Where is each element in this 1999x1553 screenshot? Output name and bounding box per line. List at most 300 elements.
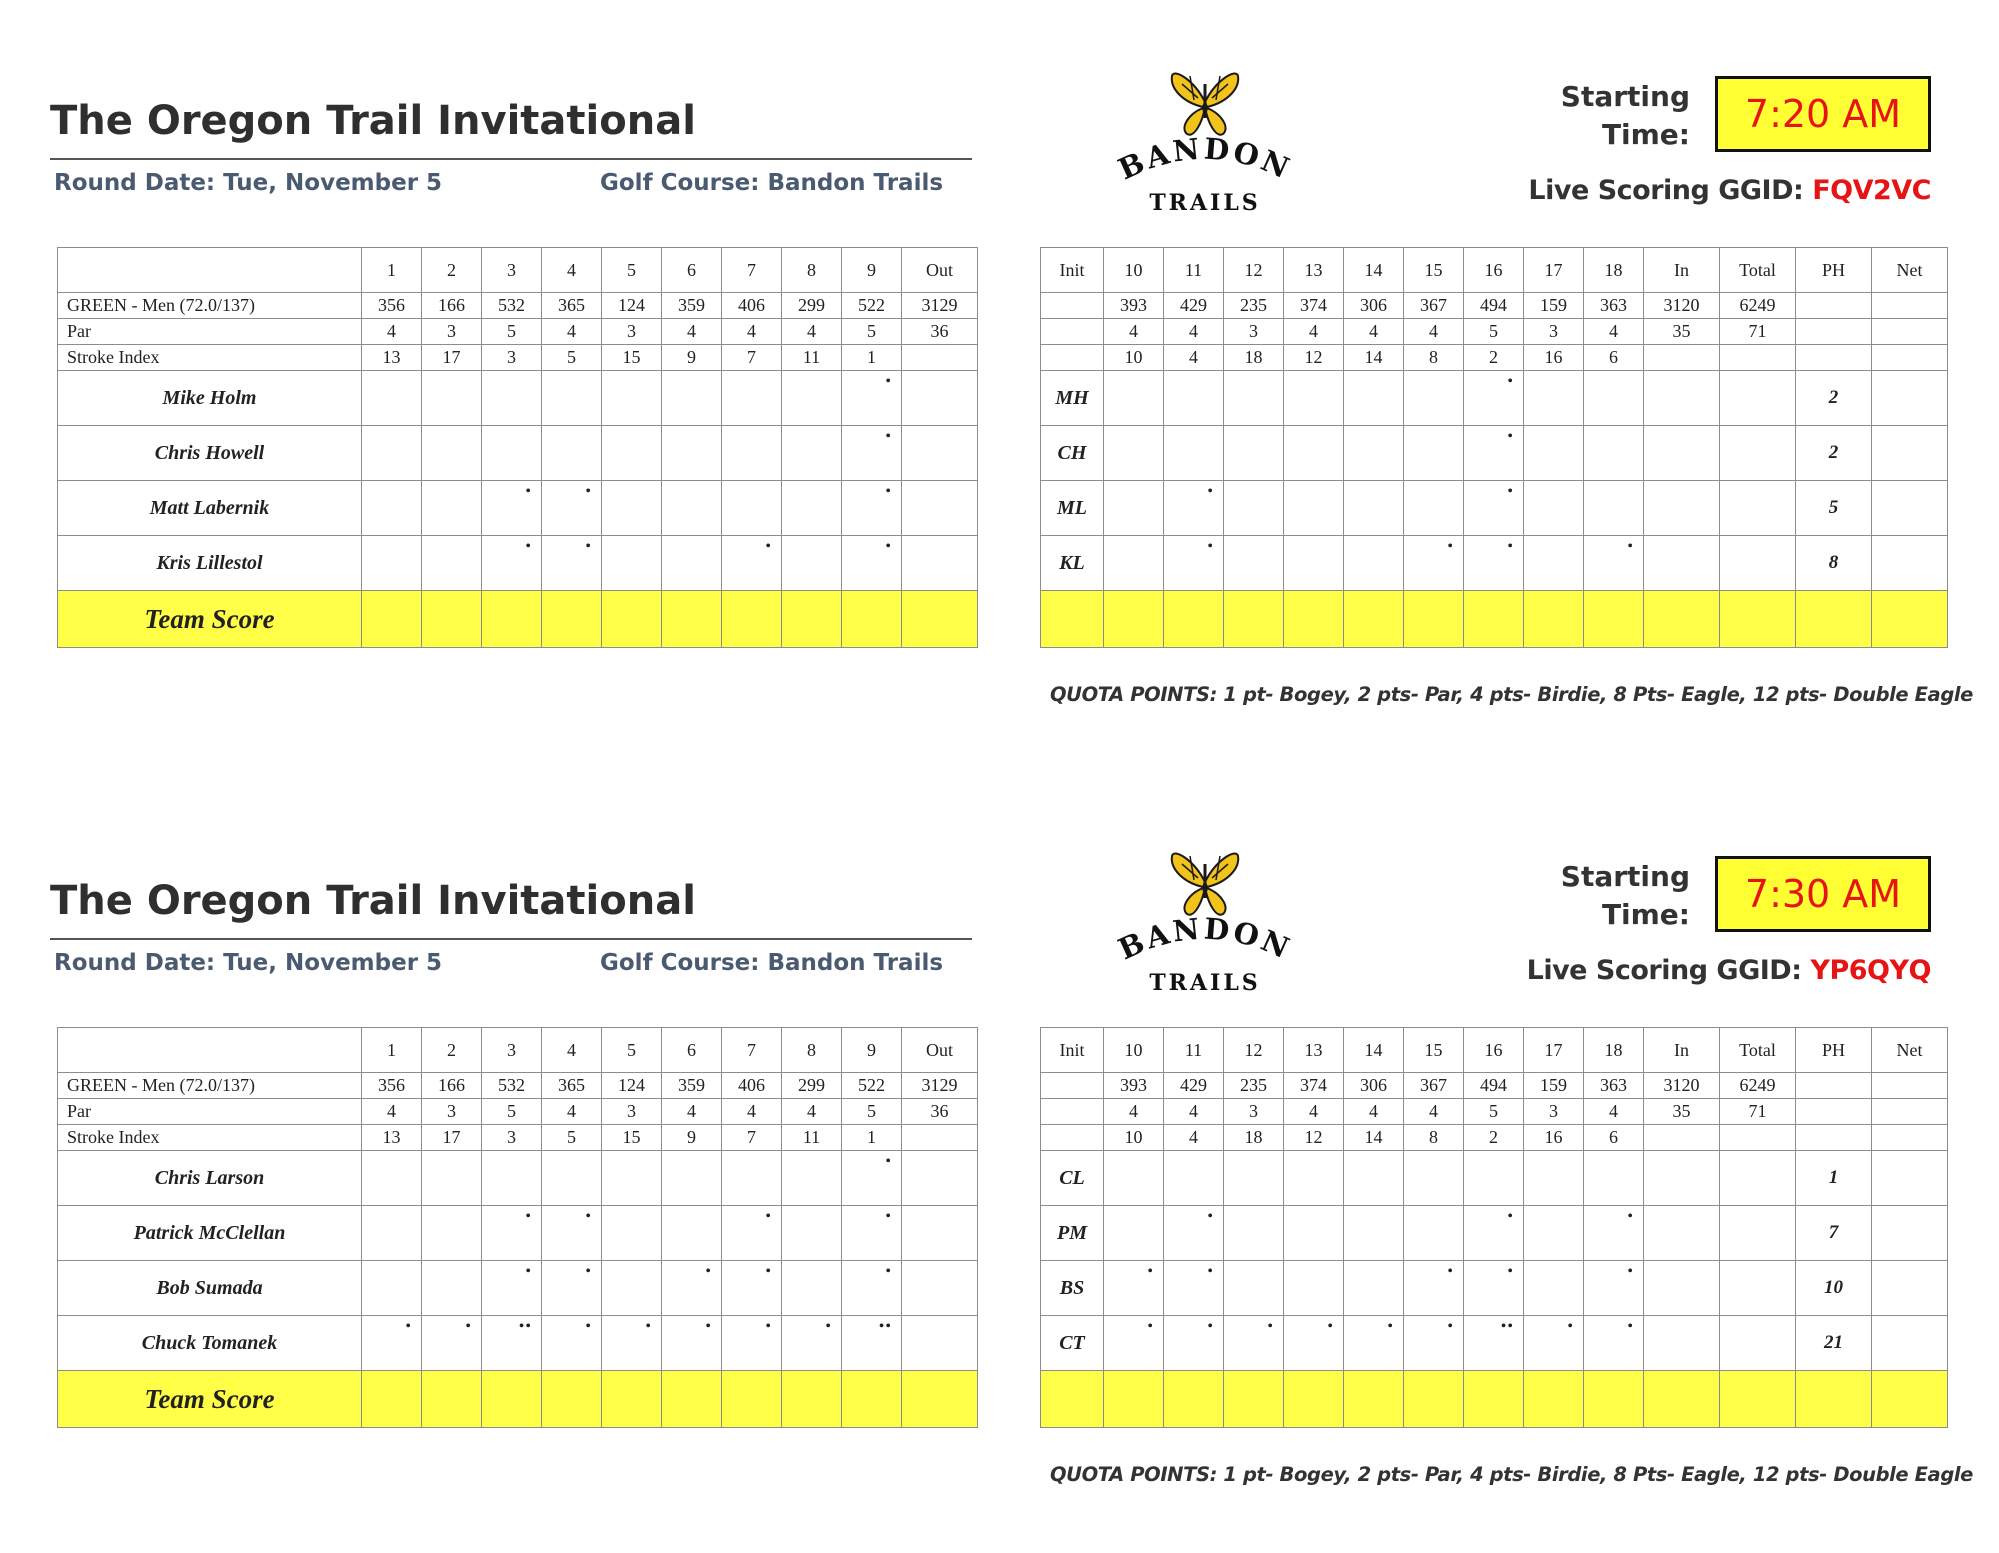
score-cell[interactable] [782, 371, 842, 426]
score-cell[interactable] [362, 371, 422, 426]
net-score-cell[interactable] [1872, 1316, 1948, 1371]
score-cell[interactable] [1644, 1151, 1720, 1206]
score-cell[interactable] [362, 1261, 422, 1316]
team-score-cell[interactable] [1041, 591, 1104, 648]
score-cell[interactable] [1224, 1151, 1284, 1206]
stroke-dot: • [885, 373, 892, 390]
stroke-index-cell: 9 [662, 345, 722, 371]
team-score-cell[interactable] [542, 1371, 602, 1428]
scorecard [0, 0, 1999, 773]
score-cell[interactable] [1584, 1316, 1644, 1371]
stroke-dot: • [525, 483, 532, 500]
team-score-cell[interactable] [1404, 591, 1464, 648]
team-score-cell[interactable] [602, 591, 662, 648]
team-score-cell[interactable] [1464, 591, 1524, 648]
score-cell[interactable] [602, 1316, 662, 1371]
score-cell[interactable] [1164, 1316, 1224, 1371]
score-cell[interactable] [542, 426, 602, 481]
team-score-cell[interactable] [1796, 1371, 1872, 1428]
team-score-cell[interactable] [1404, 1371, 1464, 1428]
stroke-dot: • [1627, 1263, 1634, 1280]
score-cell[interactable] [722, 371, 782, 426]
stroke-dot: • [765, 1318, 772, 1335]
hole-number: 16 [1464, 248, 1524, 293]
score-cell[interactable] [662, 426, 722, 481]
score-cell[interactable] [422, 481, 482, 536]
team-score-cell[interactable] [842, 1371, 902, 1428]
score-cell[interactable] [902, 1206, 978, 1261]
score-cell[interactable] [842, 1206, 902, 1261]
stroke-index-cell: 10 [1104, 1125, 1164, 1151]
score-cell[interactable] [602, 371, 662, 426]
par-cell: 4 [782, 319, 842, 345]
score-cell[interactable] [1404, 536, 1464, 591]
score-cell[interactable] [1524, 1261, 1584, 1316]
net-score-cell[interactable] [1872, 1151, 1948, 1206]
front-nine-table [57, 247, 978, 648]
par-cell: 4 [1584, 1099, 1644, 1125]
score-cell[interactable] [662, 1151, 722, 1206]
team-score-cell[interactable] [1344, 591, 1404, 648]
team-score-cell[interactable] [1872, 591, 1948, 648]
score-cell[interactable] [1464, 481, 1524, 536]
team-score-cell[interactable] [1524, 1371, 1584, 1428]
team-score-cell[interactable] [722, 1371, 782, 1428]
score-cell[interactable] [1584, 371, 1644, 426]
score-cell[interactable] [1224, 481, 1284, 536]
score-cell[interactable] [722, 481, 782, 536]
team-score-cell[interactable] [1164, 1371, 1224, 1428]
team-score-cell[interactable] [362, 591, 422, 648]
blank-cell [1041, 345, 1104, 371]
score-cell[interactable] [1720, 426, 1796, 481]
score-cell[interactable] [1344, 426, 1404, 481]
stroke-index-row [1041, 345, 1948, 371]
stroke-index-cell: 13 [362, 1125, 422, 1151]
score-cell[interactable] [362, 536, 422, 591]
team-score-cell[interactable] [422, 591, 482, 648]
score-cell[interactable] [1284, 481, 1344, 536]
hole-number: 13 [1284, 1028, 1344, 1073]
net-score-cell[interactable] [1872, 1261, 1948, 1316]
score-cell[interactable] [1104, 1261, 1164, 1316]
yardage-cell: 299 [782, 1073, 842, 1099]
yardage-cell: 235 [1224, 1073, 1284, 1099]
score-cell[interactable] [1720, 1316, 1796, 1371]
score-cell[interactable] [1584, 1261, 1644, 1316]
score-cell[interactable] [902, 426, 978, 481]
score-cell[interactable] [1104, 1316, 1164, 1371]
score-cell[interactable] [362, 481, 422, 536]
score-cell[interactable] [1344, 536, 1404, 591]
score-cell[interactable] [782, 1316, 842, 1371]
score-cell[interactable] [422, 1151, 482, 1206]
hole-number: Total [1720, 248, 1796, 293]
score-cell[interactable] [1584, 481, 1644, 536]
stroke-dot: • [1147, 1263, 1154, 1280]
score-cell[interactable] [1104, 536, 1164, 591]
score-cell[interactable] [782, 1151, 842, 1206]
score-cell[interactable] [1524, 481, 1584, 536]
team-score-cell[interactable] [1584, 1371, 1644, 1428]
team-score-cell[interactable] [482, 591, 542, 648]
score-cell[interactable] [1284, 1261, 1344, 1316]
score-cell[interactable] [1644, 481, 1720, 536]
score-cell[interactable] [1224, 426, 1284, 481]
score-cell[interactable] [1224, 1316, 1284, 1371]
score-cell[interactable] [1644, 1261, 1720, 1316]
score-cell[interactable] [662, 481, 722, 536]
score-cell[interactable] [1644, 536, 1720, 591]
score-cell[interactable] [1644, 371, 1720, 426]
stroke-dot: • [885, 538, 892, 555]
team-score-cell[interactable] [362, 1371, 422, 1428]
hole-number: 1 [362, 248, 422, 293]
score-cell[interactable] [1164, 371, 1224, 426]
score-cell[interactable] [902, 371, 978, 426]
team-score-cell[interactable] [482, 1371, 542, 1428]
stroke-index-cell: 10 [1104, 345, 1164, 371]
score-cell[interactable] [1464, 1261, 1524, 1316]
score-cell[interactable] [1720, 1206, 1796, 1261]
score-cell[interactable] [1464, 536, 1524, 591]
yardage-cell: 6249 [1720, 1073, 1796, 1099]
score-cell[interactable] [1584, 426, 1644, 481]
score-cell[interactable] [662, 371, 722, 426]
score-cell[interactable] [842, 426, 902, 481]
score-cell[interactable] [1284, 1316, 1344, 1371]
score-cell[interactable] [1524, 426, 1584, 481]
score-cell[interactable] [722, 536, 782, 591]
score-cell[interactable] [542, 536, 602, 591]
team-score-cell[interactable] [1644, 1371, 1720, 1428]
score-cell[interactable] [1404, 426, 1464, 481]
score-cell[interactable] [1104, 1151, 1164, 1206]
logo-text-trails: TRAILS [1149, 970, 1261, 996]
team-score-cell[interactable] [902, 1371, 978, 1428]
score-cell[interactable] [1404, 481, 1464, 536]
player-initials: KL [1041, 536, 1104, 591]
score-cell[interactable] [842, 371, 902, 426]
player-row [1041, 1206, 1948, 1261]
score-cell[interactable] [602, 1261, 662, 1316]
score-cell[interactable] [422, 536, 482, 591]
team-score-cell[interactable] [1524, 591, 1584, 648]
score-cell[interactable] [842, 1261, 902, 1316]
score-cell[interactable] [662, 1316, 722, 1371]
score-cell[interactable] [1164, 481, 1224, 536]
score-cell[interactable] [542, 1261, 602, 1316]
score-cell[interactable] [422, 1206, 482, 1261]
score-cell[interactable] [722, 1261, 782, 1316]
team-score-cell[interactable] [782, 591, 842, 648]
score-cell[interactable] [1104, 426, 1164, 481]
team-score-cell[interactable] [1584, 591, 1644, 648]
score-cell[interactable] [1720, 1261, 1796, 1316]
score-cell[interactable] [1104, 481, 1164, 536]
score-cell[interactable] [1524, 1316, 1584, 1371]
score-cell[interactable] [1284, 371, 1344, 426]
stroke-index-cell: 2 [1464, 345, 1524, 371]
score-cell[interactable] [1344, 1206, 1404, 1261]
score-cell[interactable] [782, 536, 842, 591]
score-cell[interactable] [1284, 426, 1344, 481]
score-cell[interactable] [602, 426, 662, 481]
score-cell[interactable] [1224, 1261, 1284, 1316]
team-score-cell[interactable] [422, 1371, 482, 1428]
playing-handicap: 2 [1796, 371, 1872, 426]
team-score-cell[interactable] [1344, 1371, 1404, 1428]
score-cell[interactable] [1644, 426, 1720, 481]
team-score-cell[interactable] [722, 591, 782, 648]
score-cell[interactable] [1464, 371, 1524, 426]
score-cell[interactable] [722, 1316, 782, 1371]
score-cell[interactable] [1104, 1206, 1164, 1261]
score-cell[interactable] [602, 1151, 662, 1206]
team-score-cell[interactable] [1284, 591, 1344, 648]
score-cell[interactable] [782, 481, 842, 536]
score-cell[interactable] [482, 1316, 542, 1371]
score-cell[interactable] [1644, 1206, 1720, 1261]
net-score-cell[interactable] [1872, 481, 1948, 536]
score-cell[interactable] [1404, 371, 1464, 426]
player-row [1041, 481, 1948, 536]
scorecard [0, 780, 1999, 1553]
player-initials: CL [1041, 1151, 1104, 1206]
hole-number: 14 [1344, 1028, 1404, 1073]
score-cell[interactable] [1164, 1151, 1224, 1206]
score-cell[interactable] [1524, 1206, 1584, 1261]
blank-cell [1041, 319, 1104, 345]
team-score-cell[interactable] [1720, 591, 1796, 648]
score-cell[interactable] [1644, 1316, 1720, 1371]
score-cell[interactable] [902, 1151, 978, 1206]
team-score-cell[interactable] [1224, 1371, 1284, 1428]
yardage-cell: 393 [1104, 1073, 1164, 1099]
score-cell[interactable] [1284, 536, 1344, 591]
score-cell[interactable] [362, 1316, 422, 1371]
stroke-dot: • [585, 1208, 592, 1225]
team-score-cell[interactable] [1464, 1371, 1524, 1428]
score-cell[interactable] [1524, 1151, 1584, 1206]
score-cell[interactable] [1164, 536, 1224, 591]
score-cell[interactable] [542, 1316, 602, 1371]
team-score-cell[interactable] [782, 1371, 842, 1428]
score-cell[interactable] [602, 481, 662, 536]
blank-cell [1796, 345, 1872, 371]
hole-number: 4 [542, 248, 602, 293]
score-cell[interactable] [1224, 1206, 1284, 1261]
team-score-cell[interactable] [662, 1371, 722, 1428]
score-cell[interactable] [482, 481, 542, 536]
event-title: The Oregon Trail Invitational [50, 98, 696, 144]
player-row [58, 1151, 978, 1206]
score-cell[interactable] [1164, 426, 1224, 481]
score-cell[interactable] [782, 426, 842, 481]
score-cell[interactable] [1284, 1151, 1344, 1206]
team-score-cell[interactable] [1104, 591, 1164, 648]
net-score-cell[interactable] [1872, 371, 1948, 426]
score-cell[interactable] [362, 1151, 422, 1206]
score-cell[interactable] [1464, 1151, 1524, 1206]
team-score-cell[interactable] [602, 1371, 662, 1428]
team-score-cell[interactable] [1720, 1371, 1796, 1428]
score-cell[interactable] [1104, 371, 1164, 426]
team-score-cell[interactable] [1164, 591, 1224, 648]
score-cell[interactable] [782, 1261, 842, 1316]
score-cell[interactable] [362, 1206, 422, 1261]
score-cell[interactable] [542, 481, 602, 536]
yardage-cell: 393 [1104, 293, 1164, 319]
stroke-index-cell: 18 [1224, 345, 1284, 371]
score-cell[interactable] [902, 481, 978, 536]
starting-time: 7:30 AM [1715, 856, 1931, 932]
score-cell[interactable] [422, 371, 482, 426]
yardage-cell: 363 [1584, 1073, 1644, 1099]
score-cell[interactable] [1584, 1151, 1644, 1206]
score-cell[interactable] [722, 426, 782, 481]
team-score-row [1041, 591, 1948, 648]
team-score-label: Team Score [58, 591, 362, 648]
score-cell[interactable] [602, 1206, 662, 1261]
score-cell[interactable] [1404, 1151, 1464, 1206]
score-cell[interactable] [1720, 1151, 1796, 1206]
stroke-dot: • [885, 1263, 892, 1280]
score-cell[interactable] [482, 536, 542, 591]
team-score-cell[interactable] [1644, 591, 1720, 648]
team-score-cell[interactable] [1104, 1371, 1164, 1428]
team-score-row [1041, 1371, 1948, 1428]
score-cell[interactable] [1224, 536, 1284, 591]
butterfly-icon [1172, 74, 1238, 135]
score-cell[interactable] [1524, 371, 1584, 426]
score-cell[interactable] [902, 536, 978, 591]
score-cell[interactable] [902, 1316, 978, 1371]
score-cell[interactable] [482, 371, 542, 426]
blank-cell [1872, 345, 1948, 371]
yardage-cell: 356 [362, 1073, 422, 1099]
score-cell[interactable] [1404, 1316, 1464, 1371]
team-score-cell[interactable] [902, 591, 978, 648]
score-cell[interactable] [842, 1316, 902, 1371]
score-cell[interactable] [1404, 1261, 1464, 1316]
score-cell[interactable] [1584, 536, 1644, 591]
score-cell[interactable] [602, 536, 662, 591]
tees-label: GREEN - Men (72.0/137) [58, 293, 362, 319]
score-cell[interactable] [1404, 1206, 1464, 1261]
score-cell[interactable] [482, 426, 542, 481]
team-score-cell[interactable] [662, 591, 722, 648]
score-cell[interactable] [1224, 371, 1284, 426]
player-row [1041, 1316, 1948, 1371]
score-cell[interactable] [1720, 481, 1796, 536]
team-score-cell[interactable] [1224, 591, 1284, 648]
score-cell[interactable] [1584, 1206, 1644, 1261]
yardage-cell: 166 [422, 293, 482, 319]
player-row [58, 371, 978, 426]
score-cell[interactable] [722, 1206, 782, 1261]
score-cell[interactable] [1464, 1206, 1524, 1261]
score-cell[interactable] [1164, 1206, 1224, 1261]
hole-number: 11 [1164, 1028, 1224, 1073]
score-cell[interactable] [662, 1261, 722, 1316]
player-initials: BS [1041, 1261, 1104, 1316]
score-cell[interactable] [1164, 1261, 1224, 1316]
score-cell[interactable] [1464, 1316, 1524, 1371]
hole-number: Total [1720, 1028, 1796, 1073]
stroke-dot: • [1447, 1263, 1454, 1280]
net-score-cell[interactable] [1872, 536, 1948, 591]
score-cell[interactable] [842, 536, 902, 591]
par-cell: 4 [782, 1099, 842, 1125]
team-score-cell[interactable] [1041, 1371, 1104, 1428]
blank-cell [1041, 1125, 1104, 1151]
score-cell[interactable] [1720, 536, 1796, 591]
score-cell[interactable] [1464, 426, 1524, 481]
team-score-cell[interactable] [842, 591, 902, 648]
player-initials: ML [1041, 481, 1104, 536]
stroke-index-cell: 18 [1224, 1125, 1284, 1151]
team-score-cell[interactable] [1796, 591, 1872, 648]
team-score-cell[interactable] [1872, 1371, 1948, 1428]
score-cell[interactable] [422, 1261, 482, 1316]
player-row [58, 536, 978, 591]
yardage-cell: 532 [482, 1073, 542, 1099]
score-cell[interactable] [1720, 371, 1796, 426]
net-header: Net [1872, 1028, 1948, 1073]
par-cell: 3 [422, 1099, 482, 1125]
net-score-cell[interactable] [1872, 1206, 1948, 1261]
score-cell[interactable] [542, 371, 602, 426]
team-score-cell[interactable] [1284, 1371, 1344, 1428]
stroke-index-cell: 12 [1284, 345, 1344, 371]
score-cell[interactable] [482, 1206, 542, 1261]
score-cell[interactable] [1344, 481, 1404, 536]
score-cell[interactable] [542, 1206, 602, 1261]
yardage-row [58, 1073, 978, 1099]
player-row [1041, 371, 1948, 426]
hole-number: 3 [482, 1028, 542, 1073]
score-cell[interactable] [662, 536, 722, 591]
score-cell[interactable] [1344, 371, 1404, 426]
score-cell[interactable] [782, 1206, 842, 1261]
par-cell: 36 [902, 1099, 978, 1125]
score-cell[interactable] [662, 1206, 722, 1261]
team-score-cell[interactable] [542, 591, 602, 648]
net-score-cell[interactable] [1872, 426, 1948, 481]
par-cell: 4 [542, 319, 602, 345]
score-cell[interactable] [842, 481, 902, 536]
par-cell: 35 [1644, 319, 1720, 345]
score-cell[interactable] [902, 1261, 978, 1316]
par-cell: 36 [902, 319, 978, 345]
score-cell[interactable] [1344, 1151, 1404, 1206]
stroke-dot: • [465, 1318, 472, 1335]
score-cell[interactable] [422, 426, 482, 481]
score-cell[interactable] [362, 426, 422, 481]
score-cell[interactable] [1284, 1206, 1344, 1261]
score-cell[interactable] [422, 1316, 482, 1371]
score-cell[interactable] [482, 1151, 542, 1206]
yardage-cell: 367 [1404, 293, 1464, 319]
score-cell[interactable] [542, 1151, 602, 1206]
score-cell[interactable] [1344, 1316, 1404, 1371]
score-cell[interactable] [1344, 1261, 1404, 1316]
score-cell[interactable] [482, 1261, 542, 1316]
score-cell[interactable] [1524, 536, 1584, 591]
score-cell[interactable] [722, 1151, 782, 1206]
score-cell[interactable] [842, 1151, 902, 1206]
